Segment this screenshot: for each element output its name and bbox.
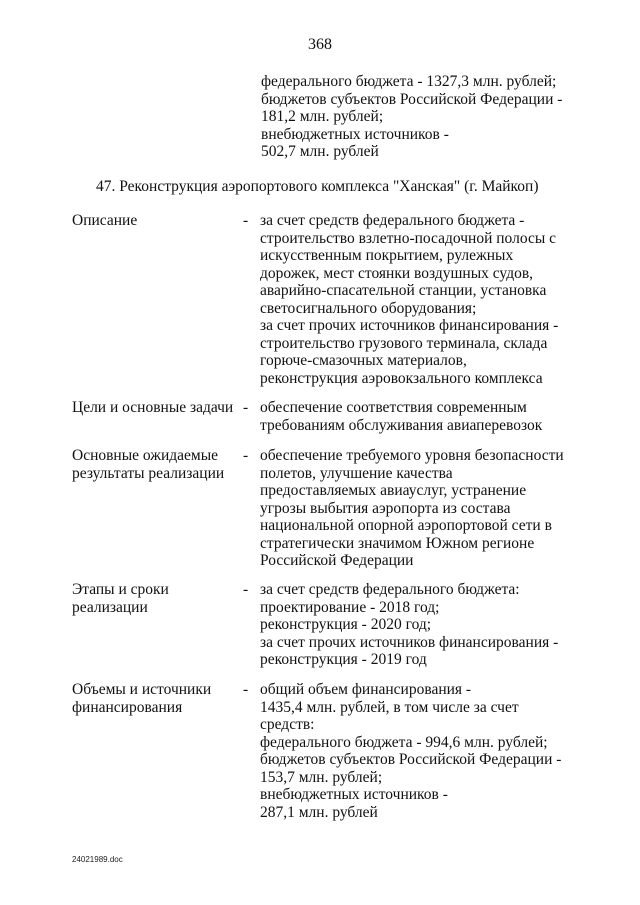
value-line: дорожек, мест стоянки воздушных судов, xyxy=(260,264,534,282)
row-label xyxy=(72,681,211,716)
value-line: угрозы выбытия аэропорта из состава xyxy=(260,499,511,517)
value-line: Российской Федерации xyxy=(260,552,414,569)
label-line: реализации xyxy=(72,598,148,616)
row-value xyxy=(260,399,542,434)
row-dash: - xyxy=(243,399,249,416)
value-line: бюджетов субъектов Российской Федерации - xyxy=(260,751,562,768)
value-line: 287,1 млн. рублей xyxy=(260,803,378,821)
section-heading: 47. Реконструкция аэропортового комплекса "Ханская" (г. Майкоп) xyxy=(96,178,539,195)
label-line: Основные ожидаемые xyxy=(72,447,219,464)
row-label xyxy=(72,212,137,230)
value-line: за счет прочих источников финансирования - xyxy=(260,317,559,334)
value-line: средств: xyxy=(260,716,315,733)
value-line: за счет прочих источников финансирования - xyxy=(260,633,559,651)
row-dash: - xyxy=(243,212,249,229)
label-line: Этапы и сроки xyxy=(72,581,169,598)
value-line: внебюджетных источников - xyxy=(260,786,448,803)
value-line: аварийно-спасательной станции, установка xyxy=(260,282,547,299)
value-line: стратегически значимом Южном регионе xyxy=(260,534,535,552)
label-line: результаты реализации xyxy=(72,464,225,482)
value-line: федерального бюджета - 994,6 млн. рублей; xyxy=(260,733,548,751)
value-line: обеспечение соответствия современным xyxy=(260,399,527,416)
value-line: реконструкция - 2020 год; xyxy=(260,616,432,633)
value-line: полетов, улучшение качества xyxy=(260,464,453,482)
value-line: требованиям обслуживания авиаперевозок xyxy=(260,416,543,434)
row-value xyxy=(260,581,558,669)
value-line: предоставляемых авиауслуг, устранение xyxy=(260,482,527,499)
value-line: реконструкция - 2019 год xyxy=(260,651,427,668)
label-line: Цели и основные задачи xyxy=(72,399,234,416)
row-value xyxy=(260,447,564,570)
label-line: Описание xyxy=(72,212,138,229)
value-line: искусственным покрытием, рулежных xyxy=(260,247,514,264)
label-line: финансирования xyxy=(72,698,183,716)
value-line: горюче-смазочных материалов, xyxy=(260,352,467,369)
row-dash: - xyxy=(243,681,249,698)
row-label xyxy=(72,447,224,482)
row-value xyxy=(260,681,561,821)
value-line: проектирование - 2018 год; xyxy=(260,598,440,616)
value-line: за счет средств федерального бюджета: xyxy=(260,581,520,598)
value-line: светосигнального оборудования; xyxy=(260,299,477,317)
text-line: федерального бюджета - 1327,3 млн. рублей; xyxy=(261,73,557,90)
value-line: обеспечение требуемого уровня безопасности xyxy=(260,447,564,464)
value-line: строительство взлетно-посадочной полосы с xyxy=(260,229,557,247)
row-label xyxy=(72,399,233,417)
text-line: 502,7 млн. рублей xyxy=(261,143,379,160)
value-line: общий объем финансирования - xyxy=(260,681,472,698)
funding-continuation xyxy=(261,73,562,161)
footer-filename: 24021989.doc xyxy=(72,855,123,864)
row-dash: - xyxy=(243,581,249,598)
row-dash: - xyxy=(243,447,249,464)
value-line: за счет средств федерального бюджета - xyxy=(260,212,525,229)
value-line: 153,7 млн. рублей; xyxy=(260,768,383,786)
value-line: строительство грузового терминала, склада xyxy=(260,334,548,352)
text-line: бюджетов субъектов Российской Федерации - xyxy=(261,90,563,108)
text-line: 181,2 млн. рублей; xyxy=(261,108,384,125)
value-line: реконструкция аэровокзального комплекса xyxy=(260,369,543,387)
value-line: национальной опорной аэропортовой сети в xyxy=(260,517,552,534)
text-line: внебюджетных источников - xyxy=(261,125,449,143)
row-label xyxy=(72,581,169,616)
value-line: 1435,4 млн. рублей, в том числе за счет xyxy=(260,698,519,716)
page-number: 368 xyxy=(308,36,332,53)
label-line: Объемы и источники xyxy=(72,681,212,698)
row-value xyxy=(260,212,558,387)
